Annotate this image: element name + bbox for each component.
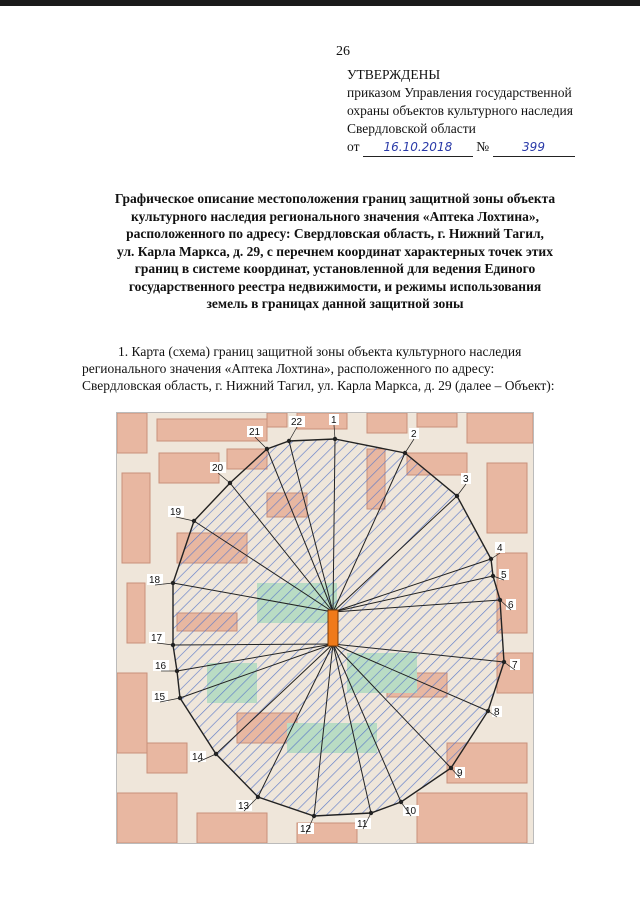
paragraph-line: 1. Карта (схема) границ защитной зоны объекта культурного наследия	[118, 344, 522, 359]
boundary-point-label: 8	[494, 707, 500, 718]
boundary-point-label: 16	[155, 661, 167, 672]
building-block	[487, 463, 527, 533]
boundary-point-label: 21	[249, 427, 261, 438]
boundary-point-label: 3	[463, 474, 469, 485]
boundary-point-label: 2	[411, 429, 417, 440]
handwritten-date: 16.10.2018	[363, 138, 473, 157]
approval-date-line	[347, 138, 632, 157]
approval-line-1: приказом Управления государственной	[347, 85, 572, 100]
handwritten-number: 399	[493, 138, 575, 157]
building-block	[367, 413, 407, 433]
boundary-point-label: 12	[300, 824, 312, 835]
approval-block	[347, 66, 632, 157]
scan-top-edge	[0, 0, 640, 6]
building-block	[467, 413, 533, 443]
title-line: расположенного по адресу: Свердловская область, г. Нижний Тагил,	[126, 226, 544, 241]
building-block	[417, 793, 527, 843]
boundary-point-label: 19	[170, 507, 182, 518]
boundary-point-label: 17	[151, 633, 163, 644]
title-line: границ в системе координат, установленной для ведения Единого	[134, 261, 536, 276]
section-1-paragraph	[82, 343, 602, 394]
title-line: ул. Карла Маркса, д. 29, с перечнем координат характерных точек этих	[117, 243, 553, 259]
document-title	[70, 190, 600, 313]
boundary-point-label: 14	[192, 752, 204, 763]
page-number: 26	[336, 44, 350, 59]
building-block	[127, 583, 145, 643]
building-block	[267, 413, 287, 427]
zone-map-svg	[117, 413, 533, 843]
boundary-point-label: 20	[212, 463, 224, 474]
title-line: культурного наследия регионального значения «Аптека Лохтина»,	[131, 208, 539, 224]
boundary-point-label: 10	[405, 806, 417, 817]
boundary-point-label: 7	[512, 660, 518, 671]
approval-heading: УТВЕРЖДЕНЫ	[347, 67, 441, 82]
heritage-object-marker	[328, 610, 338, 646]
paragraph-line: регионального значения «Аптека Лохтина», расположенного по адресу:	[82, 361, 495, 376]
zone-map	[116, 412, 534, 844]
title-line: земель в границах данной защитной зоны	[206, 296, 464, 311]
number-label: №	[476, 139, 490, 154]
boundary-point-label: 4	[497, 543, 503, 554]
boundary-point-label: 9	[457, 768, 463, 779]
boundary-point-label: 22	[291, 417, 303, 428]
boundary-point-label: 15	[154, 692, 166, 703]
boundary-point-label: 18	[149, 575, 161, 586]
boundary-point-label: 1	[331, 415, 337, 426]
building-block	[117, 673, 147, 753]
approval-line-3: Свердловской области	[347, 121, 476, 136]
building-block	[122, 473, 150, 563]
building-block	[117, 793, 177, 843]
approval-line-2: охраны объектов культурного наследия	[347, 103, 573, 118]
building-block	[417, 413, 457, 427]
boundary-point-label: 13	[238, 801, 250, 812]
boundary-point-label: 11	[357, 819, 368, 830]
building-block	[117, 413, 147, 453]
paragraph-line: Свердловская область, г. Нижний Тагил, ул. Карла Маркса, д. 29 (далее – Объект):	[82, 378, 555, 393]
building-block	[197, 813, 267, 843]
building-block	[147, 743, 187, 773]
boundary-point-label: 5	[501, 570, 507, 581]
boundary-point-label: 6	[508, 600, 514, 611]
title-line: Графическое описание местоположения границ защитной зоны объекта	[114, 191, 556, 206]
from-label: от	[347, 139, 360, 154]
title-line: государственного реестра недвижимости, и режимы использования	[128, 278, 542, 294]
